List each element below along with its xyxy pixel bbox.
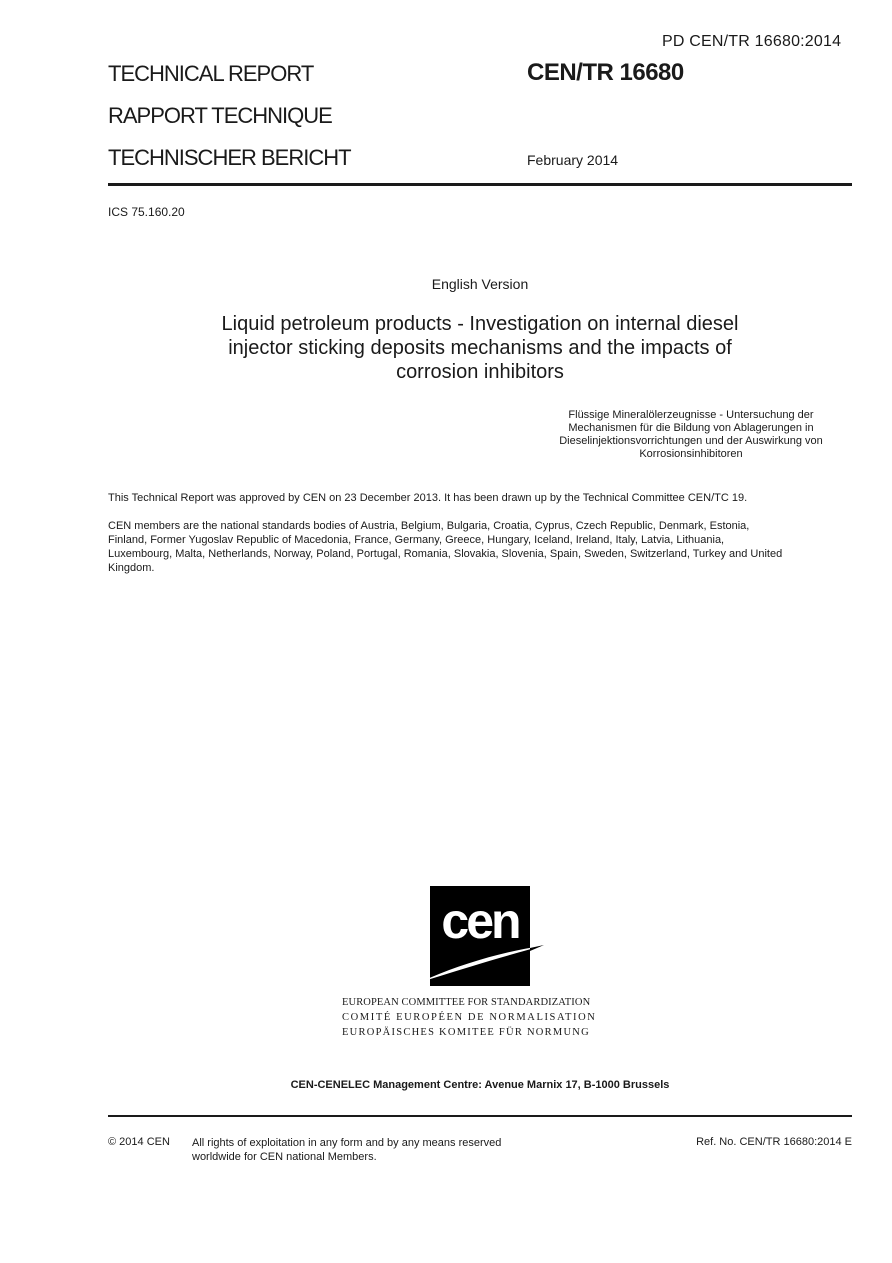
organization-name-fr: COMITÉ EUROPÉEN DE NORMALISATION [342, 1012, 597, 1023]
title-english-line: Liquid petroleum products - Investigation on internal diesel [221, 313, 739, 335]
title-german-line: Korrosionsinhibitoren [639, 448, 743, 460]
cen-logo-icon [430, 886, 544, 986]
members-line: Luxembourg, Malta, Netherlands, Norway, Poland, Portugal, Romania, Slovakia, Slovenia, Spain, Sweden, Switzerland, Turkey and United [108, 548, 783, 560]
footer-divider [108, 1115, 852, 1117]
document-id: CEN/TR 16680 [527, 59, 684, 86]
approval-statement: This Technical Report was approved by CEN on 23 December 2013. It has been drawn up by the Technical Committee CEN/TC 19. [108, 492, 748, 504]
members-statement [108, 519, 858, 575]
title-german-line: Dieselinjektionsvorrichtungen und der Auswirkung von [559, 435, 823, 447]
title-german-line: Flüssige Mineralölerzeugnisse - Untersuchung der [568, 409, 814, 421]
members-line: Kingdom. [108, 562, 155, 574]
title-german-line: Mechanismen für die Bildung von Ablagerungen in [568, 422, 814, 434]
cen-logo-swoosh-tail [530, 945, 544, 951]
rights-line: All rights of exploitation in any form and by any means reserved [192, 1137, 502, 1149]
language-version: English Version [431, 276, 529, 292]
pd-number: PD CEN/TR 16680:2014 [662, 33, 842, 50]
rights-statement [192, 1136, 552, 1164]
copyright-notice: © 2014 CEN [108, 1136, 170, 1148]
members-line: CEN members are the national standards bodies of Austria, Belgium, Bulgaria, Croatia, Cyprus, Czech Republic, Denmark, Estonia, [108, 520, 750, 532]
title-english-line: injector sticking deposits mechanisms and the impacts of [228, 337, 732, 359]
ics-code: ICS 75.160.20 [108, 205, 185, 219]
members-line: Finland, Former Yugoslav Republic of Macedonia, France, Germany, Greece, Hungary, Iceland, Ireland, Italy, Latvia, Lithuania, [108, 534, 725, 546]
organization-name-de: EUROPÄISCHES KOMITEE FÜR NORMUNG [342, 1027, 590, 1038]
rights-line: worldwide for CEN national Members. [192, 1151, 377, 1163]
report-type-en: TECHNICAL REPORT [108, 61, 314, 86]
title-english [108, 312, 852, 384]
header-divider [108, 183, 852, 186]
title-english-line: corrosion inhibitors [396, 361, 564, 383]
organization-name-en: EUROPEAN COMMITTEE FOR STANDARDIZATION [342, 997, 591, 1008]
title-german [530, 409, 852, 461]
management-centre-address: CEN-CENELEC Management Centre: Avenue Marnix 17, B-1000 Brussels [290, 1079, 670, 1091]
document-date: February 2014 [527, 152, 619, 168]
reference-number: Ref. No. CEN/TR 16680:2014 E [696, 1136, 852, 1148]
cen-logo-text: cen [441, 893, 519, 949]
report-type-de: TECHNISCHER BERICHT [108, 145, 351, 170]
report-type-fr: RAPPORT TECHNIQUE [108, 103, 332, 128]
